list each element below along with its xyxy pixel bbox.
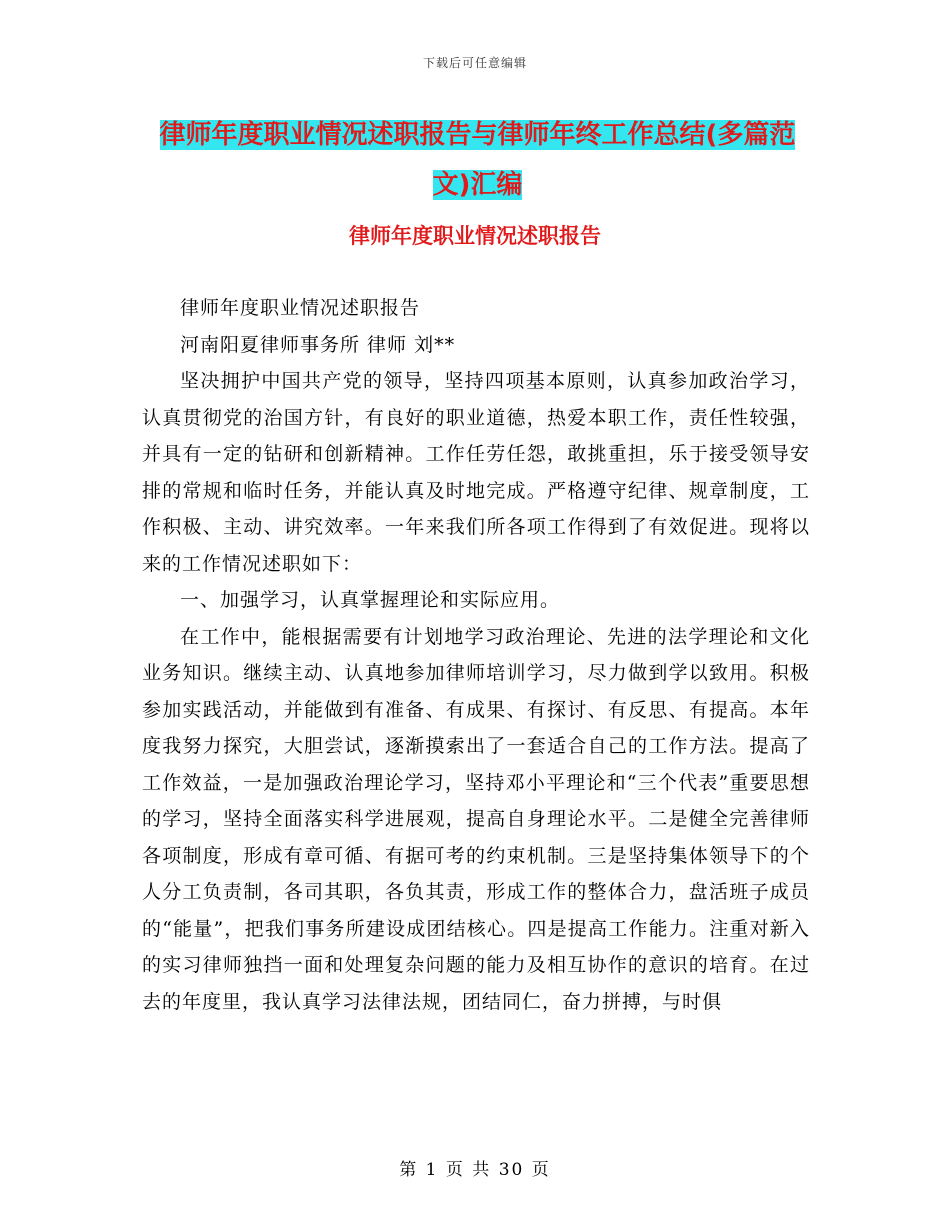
header-note: 下载后可任意编辑 [422,56,527,70]
paragraph: 坚决拥护中国共产党的领导，坚持四项基本原则，认真参加政治学习，认真贯彻党的治国方针，有良好的职业道德，热爱本职工作，责任性较强，并具有一定的钻研和创新精神。工作任劳任怨，敢挑重担，乐于接受领导安排的常规和临时任务，并能认真及时地完成。严格遵守纪律、规章制度，工作积极、主动、讲究效率。一年来我们所各项工作得到了有效促进。现将以来的工作情况述职如下： [142,370,810,575]
paragraph-author: 河南阳夏律师事务所 律师 刘** [180,333,456,356]
document-body [142,290,810,1020]
document-title [145,110,810,210]
document-title-text: 律师年度职业情况述职报告与律师年终工作总结(多篇范文)汇编 [159,120,796,200]
paragraph-subtitle: 律师年度职业情况述职报告 [180,297,421,319]
paragraph: 在工作中，能根据需要有计划地学习政治理论、先进的法学理论和文化业务知识。继续主动、认真地参加律师培训学习，尽力做到学以致用。积极参加实践活动，并能做到有准备、有成果、有探讨、有反思、有提高。本年度我努力探究，大胆尝试，逐渐摸索出了一套适合自己的工作方法。提高了工作效益，一是加强政治理论学习，坚持邓小平理论和“三个代表”重要思想的学习，坚持全面落实科学进展观，提高自身理论水平。二是健全完善律师各项制度，形成有章可循、有据可考的约束机制。三是坚持集体领导下的个人分工负责制，各司其职，各负其责，形成工作的整体合力，盘活班子成员的“能量”，把我们事务所建设成团结核心。四是提高工作能力。注重对新入的实习律师独挡一面和处理复杂问题的能力及相互协作的意识的培育。在过去的年度里，我认真学习法律法规，团结同仁，奋力拼搏，与时俱 [142,625,810,1013]
section-title: 律师年度职业情况述职报告 [349,224,601,248]
paragraph-heading: 一、加强学习，认真掌握理论和实际应用。 [180,589,561,611]
page-footer: 第 1 页 共 30 页 [399,1160,551,1180]
